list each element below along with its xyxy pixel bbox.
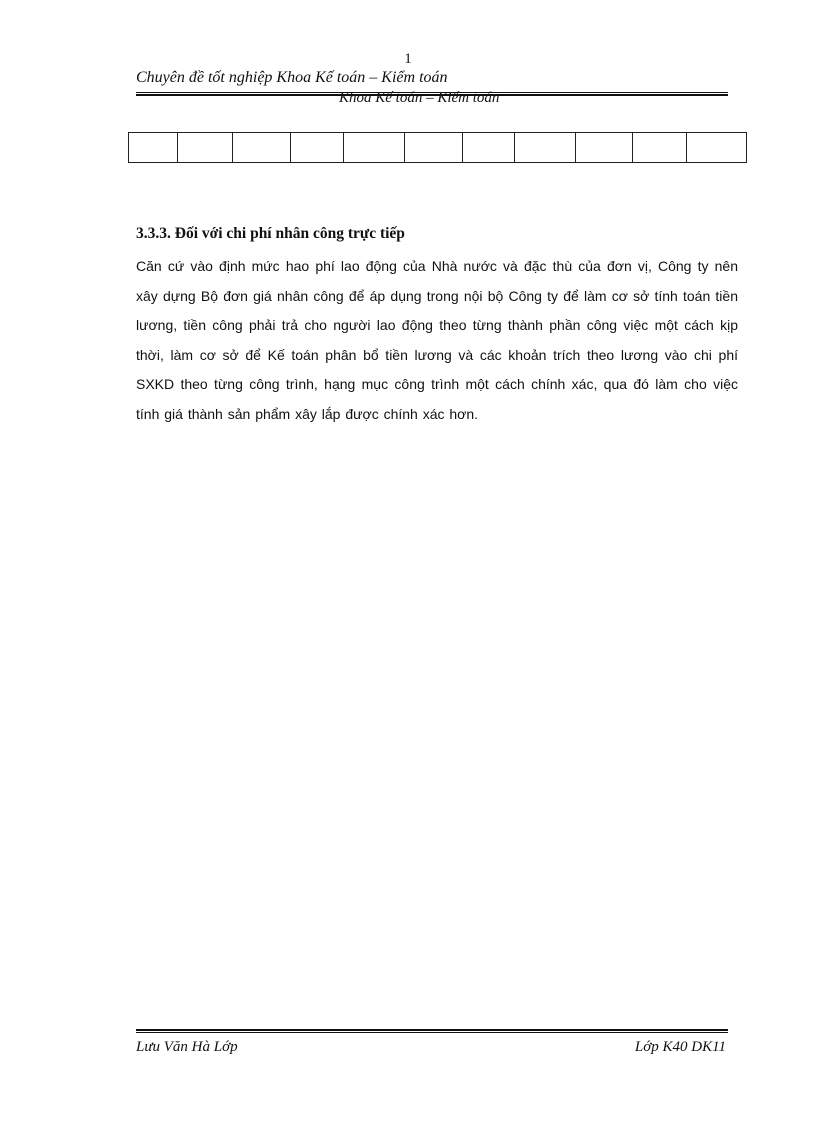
table-cell bbox=[344, 133, 405, 163]
table-cell bbox=[405, 133, 463, 163]
empty-table bbox=[128, 132, 747, 163]
table-cell bbox=[233, 133, 291, 163]
table-cell bbox=[291, 133, 344, 163]
table-cell bbox=[576, 133, 633, 163]
table-row bbox=[129, 133, 747, 163]
footer-double-rule bbox=[136, 1029, 728, 1033]
header-overlap-text: Khoa Kế toán – Kiểm toán bbox=[339, 90, 500, 106]
table-cell bbox=[129, 133, 178, 163]
footer-author: Lưu Văn Hà Lớp bbox=[136, 1039, 238, 1055]
page-number: 1 bbox=[404, 51, 412, 67]
section-heading: 3.3.3. Đối với chi phí nhân công trực tiếp bbox=[136, 225, 405, 242]
header-title: Chuyên đề tốt nghiệp Khoa Kế toán – Kiểm toán bbox=[136, 69, 448, 86]
body-paragraph: Căn cứ vào định mức hao phí lao động của Nhà nước và đặc thù của đơn vị, Công ty nên xây dựng Bộ đơn giá nhân công để áp dụng trong nội bộ Công ty để làm cơ sở tính toán tiền lương, tiền công phải trả cho người lao động theo từng thành phần công việc một cách kịp thời, làm cơ sở để Kế toán phân bổ tiền lương và các khoản trích theo lương vào chi phí SXKD theo từng công trình, hạng mục công trình một cách chính xác, qua đó làm cho việc tính giá thành sản phẩm xây lắp được chính xác hơn. bbox=[136, 258, 738, 422]
table-cell bbox=[515, 133, 576, 163]
table-cell bbox=[687, 133, 747, 163]
table-cell bbox=[463, 133, 515, 163]
table-cell bbox=[633, 133, 687, 163]
footer-class: Lớp K40 DK11 bbox=[634, 1039, 726, 1055]
table-cell bbox=[178, 133, 233, 163]
